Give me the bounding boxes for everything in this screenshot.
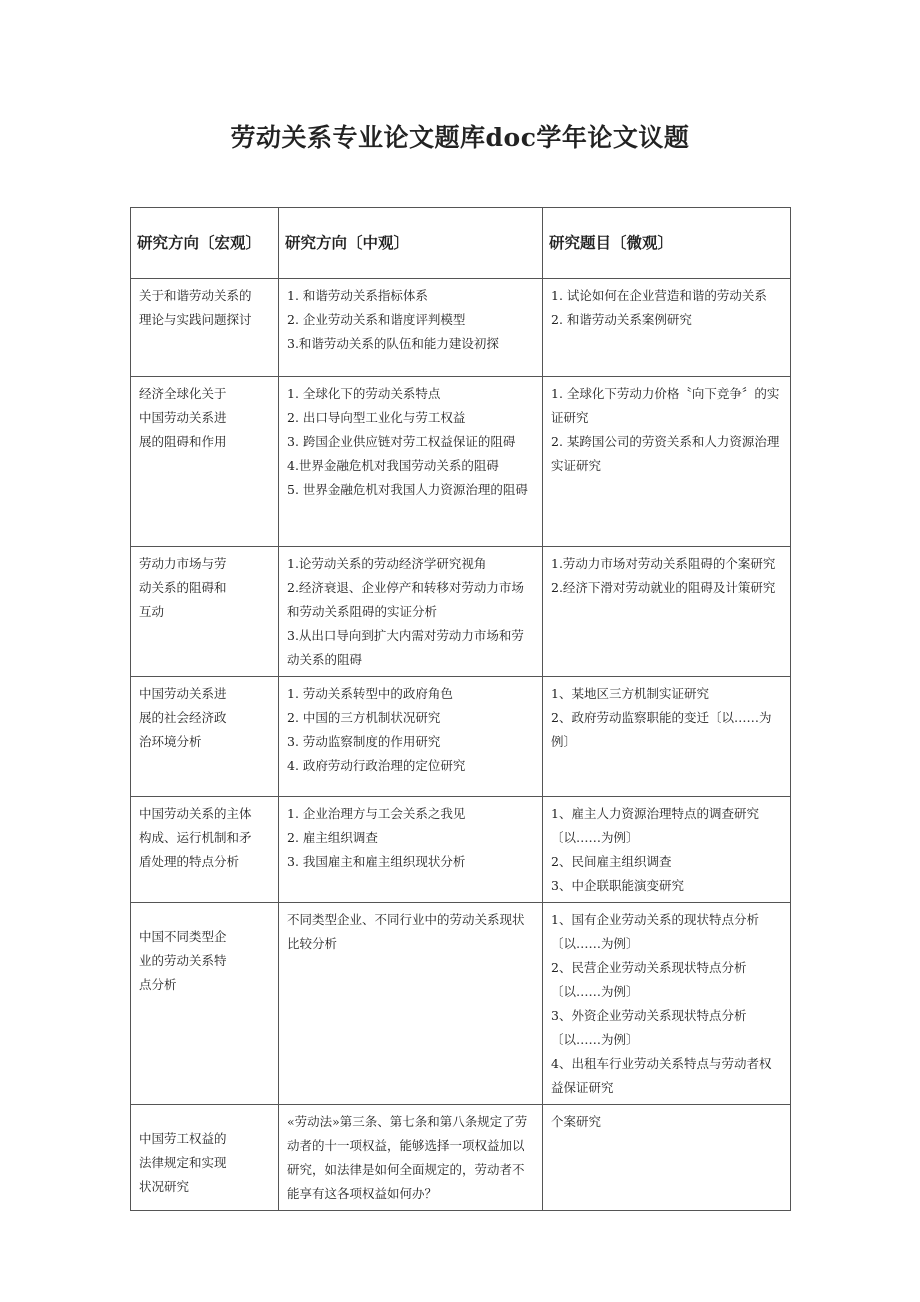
macro-line: 动关系的阻碍和 — [139, 580, 227, 595]
macro-cell — [131, 797, 279, 903]
micro-item: 2、民营企业劳动关系现状特点分析〔以……为例〕 — [551, 960, 747, 999]
macro-line: 中国劳动关系进 — [139, 686, 227, 701]
macro-line: 业的劳动关系特 — [139, 953, 227, 968]
macro-line: 中国劳工权益的 — [139, 1131, 227, 1146]
micro-item: 2.经济下滑对劳动就业的阻碍及计策研究 — [551, 580, 776, 595]
meso-item: 不同类型企业、不同行业中的劳动关系现状比较分析 — [287, 912, 525, 951]
macro-line: 劳动力市场与劳 — [139, 556, 227, 571]
meso-item: 2. 企业劳动关系和谐度评判模型 — [287, 312, 466, 327]
meso-item: 4.世界金融危机对我国劳动关系的阻碍 — [287, 458, 499, 473]
meso-item: 1. 全球化下的劳动关系特点 — [287, 386, 441, 401]
micro-cell — [543, 377, 791, 547]
macro-line: 展的社会经济政 — [139, 710, 227, 725]
macro-line: 点分析 — [139, 977, 177, 992]
meso-cell — [279, 677, 543, 797]
table-row — [131, 1105, 791, 1211]
table-row — [131, 279, 791, 377]
micro-item: 2、民间雇主组织调查 — [551, 854, 672, 869]
meso-item: 3. 劳动监察制度的作用研究 — [287, 734, 441, 749]
macro-cell — [131, 279, 279, 377]
meso-item: 1. 企业治理方与工会关系之我见 — [287, 806, 466, 821]
micro-item: 3、中企联职能演变研究 — [551, 878, 684, 893]
macro-cell — [131, 1105, 279, 1211]
micro-item: 1、国有企业劳动关系的现状特点分析〔以……为例〕 — [551, 912, 759, 951]
macro-line: 状况研究 — [139, 1179, 190, 1194]
micro-item: 1、某地区三方机制实证研究 — [551, 686, 709, 701]
meso-item: 3.从出口导向到扩大内需对劳动力市场和劳动关系的阻碍 — [287, 628, 524, 667]
meso-item: 3.和谐劳动关系的队伍和能力建设初探 — [287, 336, 499, 351]
meso-cell — [279, 1105, 543, 1211]
meso-item: 2. 雇主组织调查 — [287, 830, 378, 845]
header-meso: 研究方向〔中观〕 — [279, 208, 543, 279]
macro-line: 经济全球化关于 — [139, 386, 227, 401]
meso-item: 1. 和谐劳动关系指标体系 — [287, 288, 428, 303]
micro-cell — [543, 677, 791, 797]
meso-cell — [279, 377, 543, 547]
meso-item: 1. 劳动关系转型中的政府角色 — [287, 686, 453, 701]
micro-item: 4、出租车行业劳动关系特点与劳动者权益保证研究 — [551, 1056, 772, 1095]
micro-item: 1. 全球化下劳动力价格〝向下竞争〞的实证研究 — [551, 386, 780, 425]
macro-line: 构成、运行机制和矛 — [139, 830, 252, 845]
header-micro: 研究题目〔微观〕 — [543, 208, 791, 279]
macro-line: 关于和谐劳动关系的 — [139, 288, 252, 303]
meso-cell — [279, 279, 543, 377]
micro-cell — [543, 1105, 791, 1211]
micro-item: 2. 和谐劳动关系案例研究 — [551, 312, 692, 327]
macro-line: 治环境分析 — [139, 734, 202, 749]
table-row — [131, 903, 791, 1105]
meso-item: 4. 政府劳动行政治理的定位研究 — [287, 758, 466, 773]
macro-cell — [131, 547, 279, 677]
micro-item: 1. 试论如何在企业营造和谐的劳动关系 — [551, 288, 767, 303]
meso-cell — [279, 903, 543, 1105]
micro-item: 个案研究 — [551, 1114, 602, 1129]
micro-item: 3、外资企业劳动关系现状特点分析〔以……为例〕 — [551, 1008, 747, 1047]
macro-line: 法律规定和实现 — [139, 1155, 227, 1170]
micro-item: 1、雇主人力资源治理特点的调查研究〔以……为例〕 — [551, 806, 759, 845]
micro-item: 2、政府劳动监察职能的变迁〔以……为例〕 — [551, 710, 772, 749]
micro-cell — [543, 797, 791, 903]
macro-line: 中国不同类型企 — [139, 929, 227, 944]
header-macro: 研究方向〔宏观〕 — [131, 208, 279, 279]
meso-item: 2.经济衰退、企业停产和转移对劳动力市场和劳动关系阻碍的实证分析 — [287, 580, 524, 619]
research-topics-table — [130, 207, 791, 1211]
macro-line: 中国劳动关系进 — [139, 410, 227, 425]
macro-cell — [131, 377, 279, 547]
meso-item: 1.论劳动关系的劳动经济学研究视角 — [287, 556, 487, 571]
micro-cell — [543, 547, 791, 677]
page-title: 劳动关系专业论文题库doc学年论文议题 — [230, 123, 690, 152]
micro-cell — [543, 903, 791, 1105]
micro-item: 2. 某跨国公司的劳资关系和人力资源治理实证研究 — [551, 434, 780, 473]
macro-line: 盾处理的特点分析 — [139, 854, 240, 869]
macro-line: 互动 — [139, 604, 165, 619]
meso-item: 2. 中国的三方机制状况研究 — [287, 710, 441, 725]
macro-cell — [131, 903, 279, 1105]
meso-item: 5. 世界金融危机对我国人力资源治理的阻碍 — [287, 482, 528, 497]
meso-item: «劳动法»第三条、第七条和第八条规定了劳动者的十一项权益，能够选择一项权益加以研究，如法律是如何全面规定的，劳动者不能享有这各项权益如何办？ — [287, 1114, 528, 1201]
macro-line: 中国劳动关系的主体 — [139, 806, 252, 821]
macro-line: 展的阻碍和作用 — [139, 434, 227, 449]
table-row — [131, 377, 791, 547]
table-row — [131, 547, 791, 677]
meso-item: 3. 我国雇主和雇主组织现状分析 — [287, 854, 466, 869]
table-row — [131, 677, 791, 797]
table-row — [131, 797, 791, 903]
macro-cell — [131, 677, 279, 797]
meso-cell — [279, 547, 543, 677]
meso-item: 2. 出口导向型工业化与劳工权益 — [287, 410, 466, 425]
meso-cell — [279, 797, 543, 903]
table-header-row — [131, 208, 791, 279]
micro-item: 1.劳动力市场对劳动关系阻碍的个案研究 — [551, 556, 776, 571]
meso-item: 3. 跨国企业供应链对劳工权益保证的阻碍 — [287, 434, 516, 449]
macro-line: 理论与实践问题探讨 — [139, 312, 252, 327]
micro-cell — [543, 279, 791, 377]
